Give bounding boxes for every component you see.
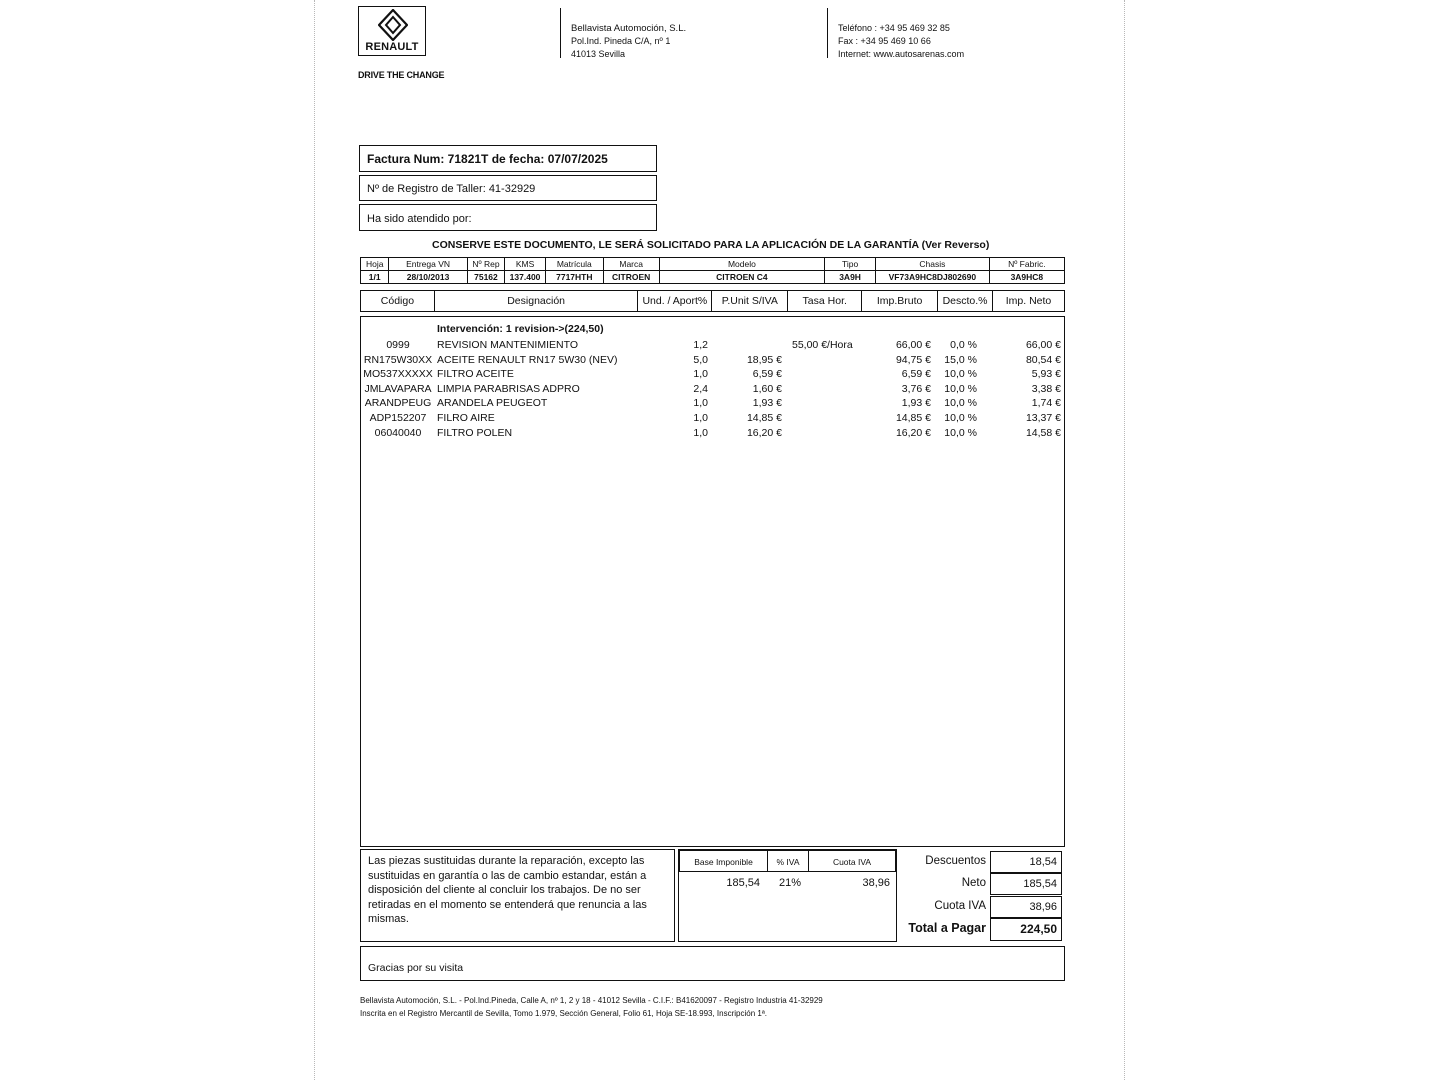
- line-code: ADP152207: [369, 412, 427, 424]
- header-divider-1: [560, 8, 561, 58]
- line-dto: 10,0 %: [944, 412, 977, 424]
- renault-logo: [358, 6, 426, 56]
- company-block: [571, 22, 686, 61]
- line-punit: 18,95 €: [746, 353, 782, 366]
- vv-modelo: CITROEN C4: [659, 271, 825, 284]
- line-dto: 15,0 %: [944, 353, 977, 366]
- registry-text: Nº de Registro de Taller: 41-32929: [367, 183, 536, 195]
- line-und: 5,0: [693, 353, 708, 366]
- line-bruto: 14,85 €: [895, 412, 931, 424]
- intervention-label: Intervención: 1 revision->(224,50): [437, 323, 604, 335]
- vv-nrep: 75162: [467, 271, 505, 284]
- line-und: 2,4: [693, 382, 708, 395]
- vv-entrega: 28/10/2013: [389, 271, 467, 284]
- line-neto: 66,00 €: [1025, 339, 1061, 351]
- tax-cuota-value: 38,96: [862, 877, 890, 889]
- line-desig: REVISION MANTENIMIENTO: [437, 339, 578, 351]
- vv-matricula: 7717HTH: [545, 271, 603, 284]
- attended-box: [359, 204, 657, 231]
- line-bruto: 6,59 €: [901, 368, 931, 381]
- line-und: 1,0: [693, 397, 708, 410]
- line-item-row: [361, 339, 1063, 353]
- brand-slogan: DRIVE THE CHANGE: [358, 70, 445, 80]
- line-bruto: 16,20 €: [895, 426, 931, 439]
- line-code: ARANDPEUG: [364, 397, 432, 410]
- col-neto: Imp. Neto: [993, 291, 1065, 312]
- vv-marca: CITROEN: [603, 271, 659, 284]
- parts-notice: Las piezas sustituidas durante la reparación, excepto las sustituidas en garantía o las de cambio estandar, están a disposición del cliente al concluir los trabajos. De no ser retiradas en el momento se entenderá que renuncia a las mismas.: [368, 855, 647, 926]
- tax-iva-value: 21%: [778, 877, 802, 889]
- line-punit: 6,59 €: [752, 368, 782, 381]
- line-item-row: [361, 412, 1063, 426]
- invoice-title: Factura Num: 71821T de fecha: 07/07/2025: [367, 152, 608, 166]
- vv-hoja: 1/1: [361, 271, 389, 284]
- registry-box: [359, 175, 657, 201]
- line-tasa: 55,00 €/Hora: [792, 339, 853, 351]
- company-address1: Pol.Ind. Pineda C/A, nº 1: [571, 36, 671, 46]
- line-bruto: 66,00 €: [895, 339, 931, 351]
- col-codigo: Código: [361, 291, 435, 312]
- line-desig: FILTRO POLEN: [437, 426, 513, 439]
- warranty-notice: CONSERVE ESTE DOCUMENTO, LE SERÁ SOLICITADO PARA LA APLICACIÓN DE LA GARANTÍA (Ver Reverso): [432, 239, 990, 251]
- vh-matricula: Matrícula: [545, 258, 603, 271]
- descuentos-value: 18,54: [1029, 856, 1057, 868]
- col-tasa: Tasa Hor.: [788, 291, 862, 312]
- line-code: RN175W30XX: [363, 353, 433, 366]
- vh-tipo: Tipo: [825, 258, 876, 271]
- total-label: Total a Pagar: [908, 921, 986, 935]
- vv-kms: 137.400: [505, 271, 546, 284]
- thanks-box: [360, 946, 1065, 981]
- vh-hoja: Hoja: [361, 258, 389, 271]
- line-item-row: [361, 383, 1063, 397]
- line-dto: 10,0 %: [944, 397, 977, 410]
- vh-modelo: Modelo: [659, 258, 825, 271]
- line-item-row: [361, 397, 1063, 411]
- tax-h-iva: % IVA: [767, 850, 809, 872]
- vv-chasis: VF73A9HC8DJ802690: [875, 271, 989, 284]
- line-code: 06040040: [374, 426, 422, 439]
- tax-base-value: 185,54: [726, 877, 760, 889]
- neto-label: Neto: [961, 877, 986, 889]
- line-desig: LIMPIA PARABRISAS ADPRO: [437, 382, 580, 395]
- cuota-label: Cuota IVA: [934, 900, 986, 912]
- invoice-number-box: [359, 145, 657, 172]
- line-dto: 10,0 %: [944, 382, 977, 395]
- company-name: Bellavista Automoción, S.L.: [571, 23, 687, 34]
- line-dto: 10,0 %: [944, 368, 977, 381]
- line-punit: 14,85 €: [746, 412, 782, 424]
- line-bruto: 1,93 €: [901, 397, 931, 410]
- contact-fax: Fax : +34 95 469 10 66: [838, 36, 931, 46]
- line-item-row: [361, 427, 1063, 441]
- line-neto: 13,37 €: [1025, 412, 1061, 424]
- line-dto: 10,0 %: [944, 426, 977, 439]
- line-dto: 0,0 %: [950, 339, 977, 351]
- col-designacion: Designación: [434, 291, 638, 312]
- line-desig: ACEITE RENAULT RN17 5W30 (NEV): [437, 353, 618, 366]
- descuentos-label: Descuentos: [925, 855, 986, 867]
- renault-diamond-icon: [378, 9, 408, 41]
- company-address2: 41013 Sevilla: [571, 49, 626, 59]
- lines-header-table: [360, 290, 1065, 312]
- line-item-row: [361, 368, 1063, 382]
- parts-notice-box: [360, 849, 675, 942]
- scan-edge-right: [1124, 0, 1125, 1080]
- line-desig: FILTRO ACEITE: [437, 368, 514, 381]
- vehicle-header-row: [361, 258, 1065, 271]
- attended-text: Ha sido atendido por:: [367, 213, 472, 225]
- contact-internet: Internet: www.autosarenas.com: [838, 49, 965, 59]
- scan-edge-left: [314, 0, 315, 1080]
- neto-value: 185,54: [1023, 878, 1057, 890]
- line-neto: 1,74 €: [1031, 397, 1061, 410]
- line-code: 0999: [386, 339, 410, 351]
- vv-fabric: 3A9HC8: [989, 271, 1064, 284]
- line-neto: 5,93 €: [1031, 368, 1061, 381]
- tax-h-cuota: Cuota IVA: [808, 850, 896, 872]
- tax-h-base: Base Imponible: [679, 850, 768, 872]
- brand-name: RENAULT: [365, 41, 419, 53]
- line-punit: 16,20 €: [746, 426, 782, 439]
- line-item-row: [361, 354, 1063, 368]
- header-divider-2: [827, 8, 828, 58]
- footer-line1: Bellavista Automoción, S.L. - Pol.Ind.Pineda, Calle A, nº 1, 2 y 18 - 41012 Sevilla - C.I.F.: B41620097 - Registro Industria 41-32929: [360, 996, 823, 1005]
- line-punit: 1,93 €: [752, 397, 782, 410]
- contact-block: [838, 22, 964, 61]
- vehicle-table: [360, 257, 1065, 284]
- line-code: MO537XXXXX: [363, 368, 433, 381]
- line-und: 1,2: [693, 339, 708, 351]
- col-bruto: Imp.Bruto: [862, 291, 938, 312]
- line-bruto: 94,75 €: [895, 353, 931, 366]
- vv-tipo: 3A9H: [825, 271, 876, 284]
- vh-fabric: Nº Fabric.: [989, 258, 1064, 271]
- line-und: 1,0: [693, 426, 708, 439]
- footer-line2: Inscrita en el Registro Mercantil de Sevilla, Tomo 1.979, Sección General, Folio 61, Hoja SE-18.993, Inscripción 1ª.: [360, 1009, 768, 1018]
- vh-marca: Marca: [603, 258, 659, 271]
- col-punit: P.Unit S/IVA: [712, 291, 788, 312]
- cuota-value: 38,96: [1029, 901, 1057, 913]
- line-neto: 14,58 €: [1025, 426, 1061, 439]
- line-neto: 3,38 €: [1031, 382, 1061, 395]
- line-neto: 80,54 €: [1025, 353, 1061, 366]
- line-punit: 1,60 €: [752, 382, 782, 395]
- footer: [360, 994, 823, 1020]
- vh-nrep: Nº Rep: [467, 258, 505, 271]
- line-bruto: 3,76 €: [901, 382, 931, 395]
- total-value: 224,50: [1020, 922, 1057, 936]
- line-desig: FILRO AIRE: [437, 412, 495, 424]
- col-und: Und. / Aport%: [638, 291, 712, 312]
- line-und: 1,0: [693, 368, 708, 381]
- vh-chasis: Chasis: [875, 258, 989, 271]
- line-code: JMLAVAPARA: [364, 382, 432, 395]
- line-desig: ARANDELA PEUGEOT: [437, 397, 548, 410]
- col-descto: Descto.%: [938, 291, 993, 312]
- line-und: 1,0: [693, 412, 708, 424]
- thanks-text: Gracias por su visita: [368, 962, 464, 974]
- contact-phone: Teléfono : +34 95 469 32 85: [838, 23, 950, 33]
- vehicle-value-row: [361, 271, 1065, 284]
- vh-entrega: Entrega VN: [389, 258, 467, 271]
- vh-kms: KMS: [505, 258, 546, 271]
